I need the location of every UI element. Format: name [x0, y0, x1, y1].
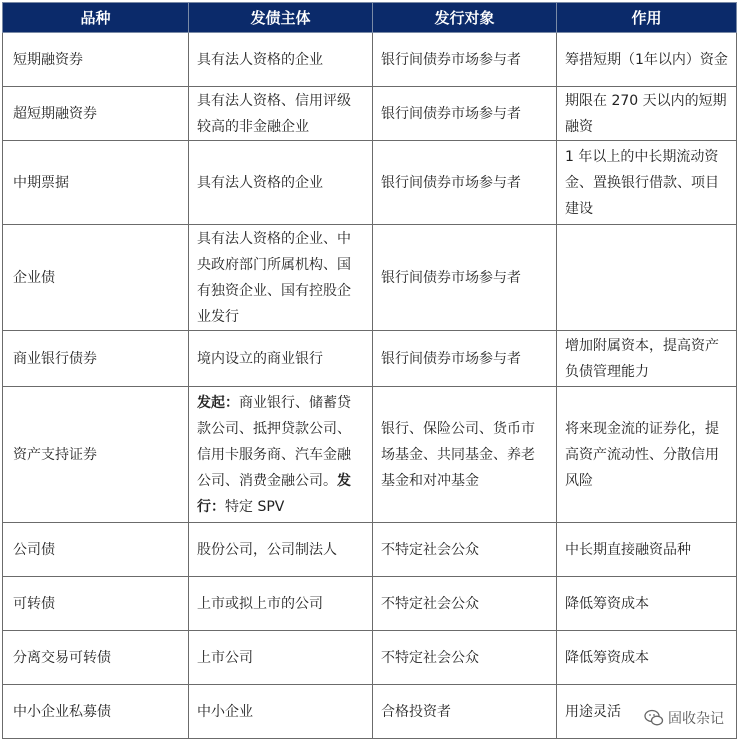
header-issuer: 发债主体: [189, 3, 373, 33]
issuer-issue-text: 特定 SPV: [225, 498, 285, 515]
table-row: [3, 523, 737, 577]
cell-purpose: 将来现金流的证券化，提高资产流动性、分散信用风险: [557, 387, 737, 523]
table-row: [3, 387, 737, 523]
table-row: [3, 33, 737, 87]
cell-variety: 中期票据: [3, 141, 189, 225]
table-row: [3, 87, 737, 141]
table-row: [3, 631, 737, 685]
cell-purpose: 降低筹资成本: [557, 577, 737, 631]
cell-variety: 超短期融资券: [3, 87, 189, 141]
cell-purpose: 降低筹资成本: [557, 631, 737, 685]
cell-variety: 分离交易可转债: [3, 631, 189, 685]
cell-purpose: 增加附属资本，提高资产负债管理能力: [557, 331, 737, 387]
cell-variety: 商业银行债券: [3, 331, 189, 387]
cell-target: 不特定社会公众: [373, 523, 557, 577]
cell-target: 不特定社会公众: [373, 631, 557, 685]
cell-variety: 资产支持证券: [3, 387, 189, 523]
cell-issuer: 具有法人资格、信用评级较高的非金融企业: [189, 87, 373, 141]
header-purpose: 作用: [557, 3, 737, 33]
cell-issuer: 上市公司: [189, 631, 373, 685]
cell-variety: 短期融资券: [3, 33, 189, 87]
cell-purpose: 筹措短期（1年以内）资金: [557, 33, 737, 87]
table-row: [3, 331, 737, 387]
cell-target: 不特定社会公众: [373, 577, 557, 631]
cell-purpose: 期限在 270 天以内的短期融资: [557, 87, 737, 141]
cell-issuer: 具有法人资格的企业: [189, 33, 373, 87]
cell-target: 银行间债券市场参与者: [373, 225, 557, 331]
header-row: [3, 3, 737, 33]
cell-issuer: 中小企业: [189, 685, 373, 739]
table-row: [3, 577, 737, 631]
cell-purpose: 用途灵活: [557, 685, 737, 739]
watermark-text: 固收杂记: [668, 711, 724, 727]
table-row: [3, 225, 737, 331]
cell-issuer: 股份公司，公司制法人: [189, 523, 373, 577]
cell-issuer: 具有法人资格的企业: [189, 141, 373, 225]
table-row: [3, 141, 737, 225]
table-row: [3, 685, 737, 739]
cell-purpose: 1 年以上的中长期流动资金、置换银行借款、项目建设: [557, 141, 737, 225]
header-target: 发行对象: [373, 3, 557, 33]
bond-table: [2, 2, 737, 739]
cell-variety: 可转债: [3, 577, 189, 631]
cell-issuer: [189, 387, 373, 523]
cell-variety: 企业债: [3, 225, 189, 331]
cell-variety: 公司债: [3, 523, 189, 577]
cell-target: 银行间债券市场参与者: [373, 331, 557, 387]
cell-target: 合格投资者: [373, 685, 557, 739]
cell-target: 银行间债券市场参与者: [373, 141, 557, 225]
cell-target: 银行间债券市场参与者: [373, 33, 557, 87]
wechat-icon: [644, 708, 664, 728]
issuer-lead-sponsor: 发起：: [197, 394, 239, 411]
cell-purpose: 中长期直接融资品种: [557, 523, 737, 577]
issuer-lead-issue: 发行：: [197, 472, 351, 515]
watermark: [644, 708, 724, 728]
cell-issuer: 上市或拟上市的公司: [189, 577, 373, 631]
cell-purpose: [557, 225, 737, 331]
issuer-sponsor-text: 商业银行、储蓄贷款公司、抵押贷款公司、信用卡服务商、汽车金融公司、消费金融公司。: [197, 394, 351, 489]
cell-issuer: 具有法人资格的企业、中央政府部门所属机构、国有独资企业、国有控股企业发行: [189, 225, 373, 331]
cell-target: 银行间债券市场参与者: [373, 87, 557, 141]
cell-variety: 中小企业私募债: [3, 685, 189, 739]
cell-target: 银行、保险公司、货币市场基金、共同基金、养老基金和对冲基金: [373, 387, 557, 523]
header-variety: 品种: [3, 3, 189, 33]
cell-issuer: 境内设立的商业银行: [189, 331, 373, 387]
